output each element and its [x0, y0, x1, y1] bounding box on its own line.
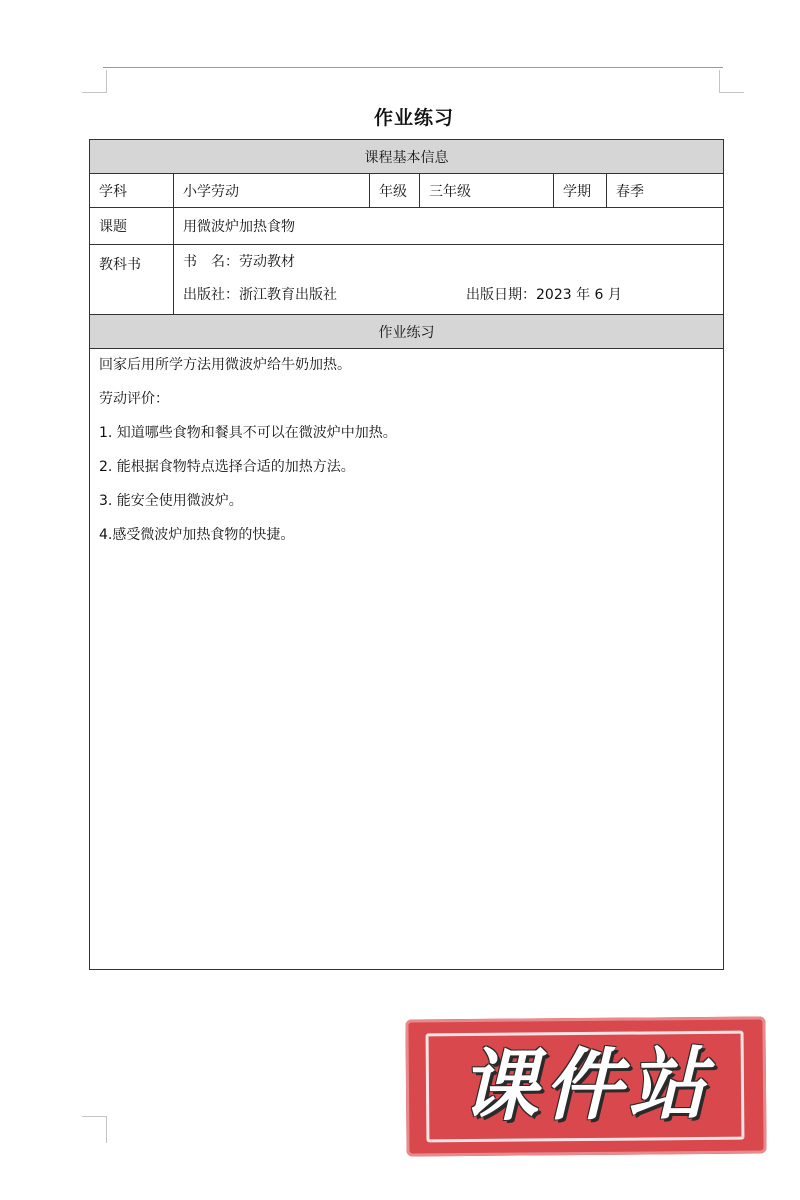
textbook-details — [174, 245, 724, 315]
course-info-header: 课程基本信息 — [90, 140, 724, 174]
basic-info-row — [90, 174, 724, 208]
margin-mark-bottom-left — [82, 1116, 107, 1143]
topic-value: 用微波炉加热食物 — [174, 208, 724, 245]
grade-value: 三年级 — [420, 174, 554, 208]
evaluation-item: 2. 能根据食物特点选择合适的加热方法。 — [99, 459, 355, 475]
term-value: 春季 — [607, 174, 724, 208]
document-title: 作业练习 — [373, 107, 454, 129]
publisher: 出版社：浙江教育出版社 — [183, 287, 337, 303]
homework-header: 作业练习 — [90, 315, 724, 349]
evaluation-item: 3. 能安全使用微波炉。 — [99, 493, 243, 509]
publisher-line — [183, 279, 723, 312]
topic-row — [90, 208, 724, 245]
subject-label: 学科 — [90, 174, 174, 208]
margin-mark-top-right — [719, 70, 744, 93]
header-rule — [103, 67, 723, 68]
evaluation-heading: 劳动评价： — [99, 391, 169, 407]
evaluation-item: 4.感受微波炉加热食物的快捷。 — [99, 527, 295, 543]
textbook-row — [90, 245, 724, 315]
watermark-text: 课件站 — [459, 1039, 713, 1133]
watermark-stamp — [405, 1016, 766, 1156]
term-label: 学期 — [554, 174, 607, 208]
topic-label: 课题 — [90, 208, 174, 245]
homework-body — [90, 349, 724, 970]
evaluation-item: 1. 知道哪些食物和餐具不可以在微波炉中加热。 — [99, 425, 397, 441]
textbook-label: 教科书 — [90, 245, 174, 315]
publish-date: 出版日期：2023 年 6 月 — [466, 287, 622, 303]
subject-value: 小学劳动 — [174, 174, 370, 208]
book-name: 书 名：劳动教材 — [183, 254, 295, 270]
homework-task: 回家后用所学方法用微波炉给牛奶加热。 — [99, 357, 351, 373]
homework-form-table — [89, 139, 724, 970]
grade-label: 年级 — [370, 174, 420, 208]
margin-mark-top-left — [82, 70, 107, 93]
